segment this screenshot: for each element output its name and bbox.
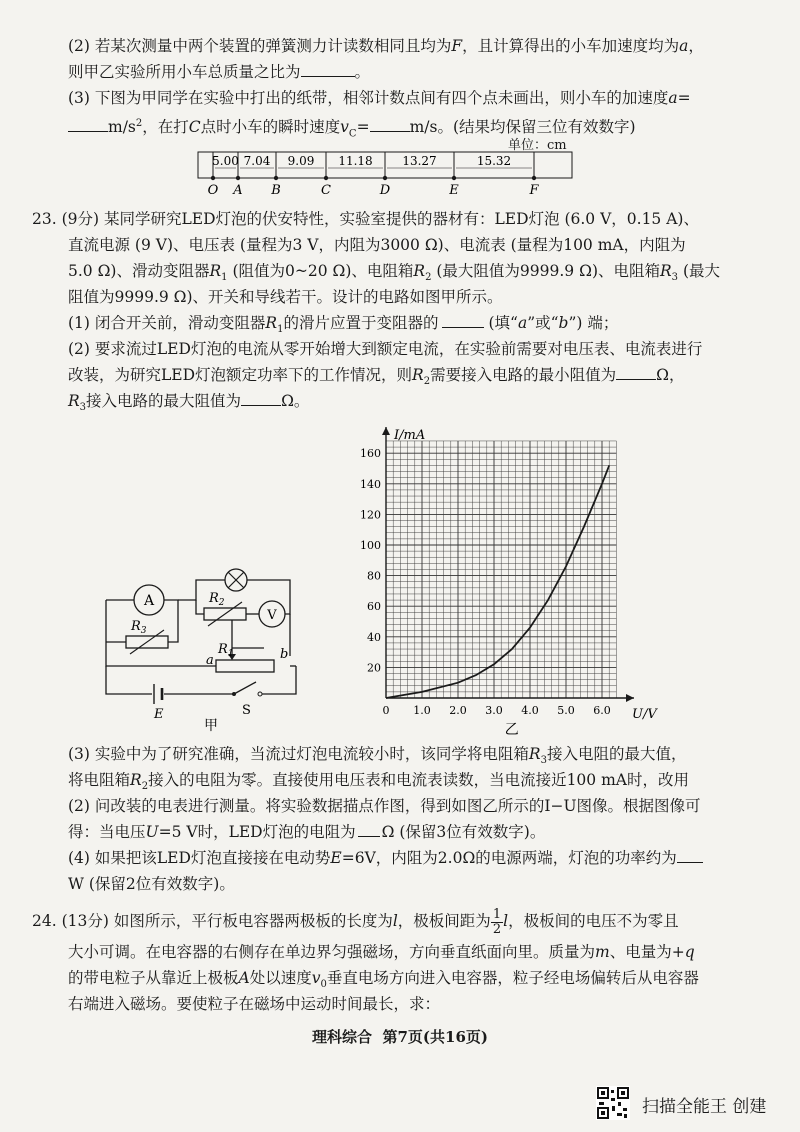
tape-point-label: F: [529, 183, 539, 198]
y-tick-label: 160: [360, 447, 381, 461]
r3-label: $R_3$: [131, 619, 147, 636]
r1-label: $R_1$: [218, 642, 234, 659]
q22-line-3: (3) 下图为甲同学在实验中打出的纸带，相邻计数点间有四个点未画出，则小车的加速度a=: [68, 89, 691, 107]
tape-point-label: E: [449, 183, 459, 198]
var-F: F: [451, 37, 463, 55]
r1-end-b: b: [280, 647, 289, 662]
footer-page: 第7页(共16页): [382, 1028, 488, 1046]
chart-ylabel: I/mA: [394, 427, 426, 443]
x-tick-label: 0: [382, 704, 390, 717]
tape-segment-label: 9.09: [287, 154, 315, 168]
circuit-diagram: [96, 556, 326, 734]
y-tick-label: 60: [367, 600, 381, 614]
answer-blank[interactable]: [68, 117, 108, 132]
tape-dot: [532, 176, 536, 180]
answer-blank[interactable]: [358, 822, 380, 837]
q23-line-2: 直流电源 (9 V)、电压表 (量程为3 V，内阻为3000 Ω)、电流表 (量程为100 mA，内阻为: [68, 236, 686, 254]
q24-line-3: 的带电粒子从靠近上极板A处以速度$v_0$垂直电场方向进入电容器，粒子经电场偏转后从电容器: [68, 969, 699, 991]
y-tick-label: 140: [360, 477, 381, 491]
y-tick-label: 80: [367, 569, 381, 583]
tape-segment-label: 15.32: [476, 154, 512, 168]
y-tick-label: 40: [367, 630, 381, 644]
x-tick-label: 2.0: [449, 704, 467, 717]
tape-segment-label: 13.27: [402, 154, 437, 168]
q22-line-2: (2) 若某次测量中两个装置的弹簧测力计读数相同且均为F，且计算得出的小车加速度均为a，: [68, 37, 704, 55]
tape-point-label: D: [379, 183, 391, 198]
tape-dot: [274, 176, 278, 180]
ammeter-label: A: [143, 593, 155, 609]
scanner-watermark: [596, 1086, 786, 1122]
x-tick-label: 3.0: [485, 704, 503, 717]
q23-line-8: $R_3$接入电路的最大阻值为 Ω。: [68, 392, 310, 414]
q23-line-7: 改装，为研究LED灯泡额定功率下的工作情况，则$R_2$需要接入电路的最小阻值为 Ω，: [68, 366, 685, 388]
r1-rheostat: [216, 660, 274, 672]
tape-dot: [383, 176, 387, 180]
wire: [232, 620, 264, 648]
q23-line-13: (4) 如果把该LED灯泡直接接在电动势E=6V，内阻为2.0Ω的电源两端，灯泡的功率约为: [68, 848, 703, 868]
q23-line-4: 阻值为9999.9 Ω)、开关和导线若干。设计的电路如图甲所示。: [68, 288, 503, 306]
y-tick-label: 100: [360, 539, 381, 552]
r1-end-a: a: [206, 653, 214, 668]
r2-label: $R_2$: [209, 591, 225, 608]
wire: [196, 600, 204, 614]
answer-blank[interactable]: [616, 365, 656, 380]
y-tick-label: 120: [360, 508, 381, 522]
footer-subject: 理科综合: [312, 1028, 373, 1046]
fraction-half: $\frac{1}{2}$: [492, 906, 502, 937]
q24-line-2: 大小可调。在电容器的右侧存在单边界匀强磁场，方向垂直纸面向里。质量为m、电量为+q: [68, 943, 695, 961]
switch-label: S: [242, 703, 251, 718]
tape-point-label: B: [271, 183, 281, 198]
tape-unit: 单位：cm: [508, 138, 567, 153]
q23-line-6: (2) 要求流过LED灯泡的电流从零开始增大到额定电流，在实验前需要对电压表、电流表进行: [68, 340, 703, 358]
scanner-text: 扫描全能王 创建: [642, 1097, 767, 1117]
y-tick-label: 20: [367, 661, 381, 675]
tape-segment-label: 7.04: [243, 154, 271, 168]
q24-line-4: 右端进入磁场。要使粒子在磁场中运动时间最长，求：: [68, 995, 441, 1013]
y-axis-arrow: [382, 427, 390, 435]
tape-point-label: C: [321, 183, 331, 198]
tape-segment-label: 5.00: [212, 154, 239, 168]
q23-line-11: (2) 问改装的电表进行测量。将实验数据描点作图，得到如图乙所示的I−U图像。根据图像可: [68, 797, 701, 815]
tape-dot: [324, 176, 328, 180]
answer-blank[interactable]: [301, 62, 355, 77]
wire: [106, 666, 152, 694]
q24-line-1: 24. (13分) 如图所示，平行板电容器两极板的长度为l，极板间距为 $\frac{1}{2}$ l，极板间的电压不为零且: [32, 906, 679, 937]
iu-chart: [350, 408, 660, 740]
battery-label: E: [154, 707, 164, 722]
tape-point-label: A: [233, 183, 243, 198]
voltmeter-label: V: [267, 608, 277, 623]
chart-caption: 乙: [504, 722, 519, 738]
q23-line-1: 23. (9分) 某同学研究LED灯泡的伏安特性，实验室提供的器材有：LED灯泡 (6.0 V，0.15 A)、: [32, 210, 699, 228]
tape-dot: [211, 176, 215, 180]
qr-code-icon: [596, 1086, 630, 1120]
answer-blank[interactable]: [370, 117, 410, 132]
x-tick-label: 4.0: [521, 704, 539, 717]
circuit-caption: 甲: [204, 718, 218, 734]
q23-line-5: (1) 闭合开关前，滑动变阻器$R_1$的滑片应置于变阻器的 (填“a”或“b”) 端；: [68, 314, 619, 336]
answer-blank[interactable]: [677, 848, 703, 863]
wire: [178, 580, 226, 600]
x-axis-arrow: [626, 694, 634, 702]
var-a: a: [679, 37, 689, 55]
q23-line-10: 将电阻箱$R_2$接入的电阻为零。直接使用电压表和电流表读数，当电流接近100 mA时，改用: [68, 771, 689, 793]
page-footer: [0, 1026, 800, 1047]
switch-blade: [234, 682, 256, 694]
q23-line-14: W (保留2位有效数字)。: [68, 875, 235, 893]
q23-line-9: (3) 实验中为了研究准确，当流过灯泡电流较小时，该同学将电阻箱$R_3$接入电阻的最大值，: [68, 745, 687, 767]
answer-blank[interactable]: [442, 313, 484, 328]
tape-dot: [452, 176, 456, 180]
answer-blank[interactable]: [241, 391, 281, 406]
tape-segment-label: 11.18: [338, 154, 373, 168]
x-tick-label: 1.0: [413, 704, 431, 717]
q22-line-2b: 则甲乙实验所用小车总质量之比为 。: [68, 63, 371, 81]
paper-tape: [196, 148, 576, 200]
q23-line-3: 5.0 Ω)、滑动变阻器$R_1$ (阻值为0~20 Ω)、电阻箱$R_2$ (最大阻值为9999.9 Ω)、电阻箱$R_3$ (最大: [68, 262, 721, 284]
q23-line-12: 得：当电压U=5 V时，LED灯泡的电阻为 Ω (保留3位有效数字)。: [68, 823, 546, 841]
tape-point-label: O: [207, 183, 219, 198]
x-tick-label: 5.0: [557, 704, 575, 717]
q22-line-3b: $m/s^2$，在打C点时小车的瞬时速度$v_C= m/s$。(结果均保留三位有效数字): [68, 114, 636, 144]
x-tick-label: 6.0: [593, 704, 611, 717]
tape-dot: [236, 176, 240, 180]
chart-xlabel: U/V: [632, 707, 657, 722]
